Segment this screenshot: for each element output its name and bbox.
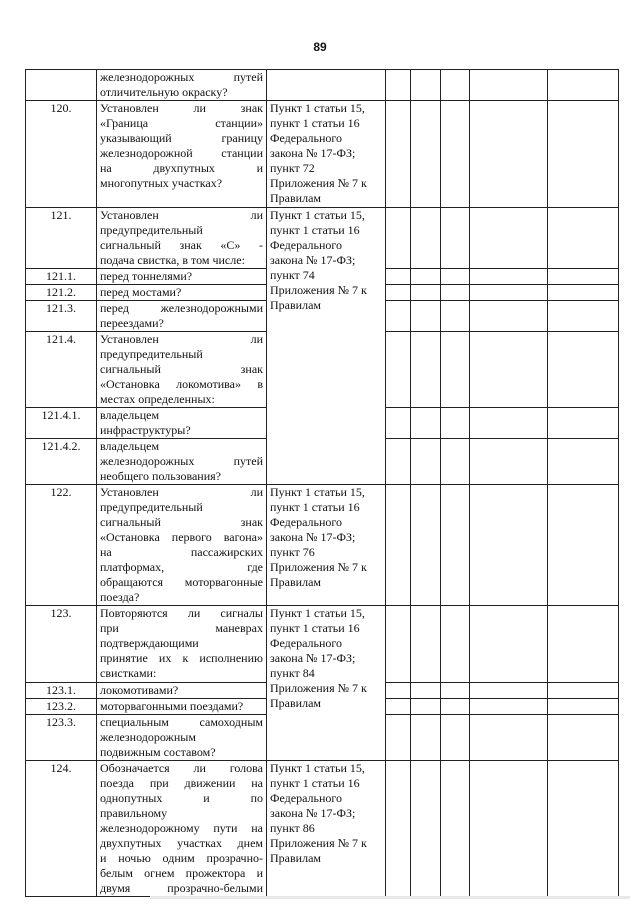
item-question: владельцем железнодорожных путей необщего пользования?: [97, 439, 267, 485]
answer-yes-cell[interactable]: [386, 285, 411, 301]
answer-yes-cell[interactable]: [386, 715, 411, 761]
comment-cell[interactable]: [470, 439, 548, 485]
item-number: 120.: [26, 101, 97, 208]
comment-cell[interactable]: [470, 761, 548, 897]
comment-cell[interactable]: [470, 715, 548, 761]
answer-na-cell[interactable]: [441, 485, 470, 606]
note-cell[interactable]: [548, 606, 619, 683]
item-question: перед железнодорожными переездами?: [97, 301, 267, 332]
answer-no-cell[interactable]: [411, 761, 441, 897]
item-question: Установлен ли предупредительный сигнальный знак «Остановка локомотива» в местах определенных:: [97, 332, 267, 408]
answer-yes-cell[interactable]: [386, 439, 411, 485]
answer-no-cell[interactable]: [411, 439, 441, 485]
answer-no-cell[interactable]: [411, 285, 441, 301]
item-question: локомотивами?: [97, 683, 267, 699]
answer-yes-cell[interactable]: [386, 208, 411, 269]
table-row: [26, 761, 619, 897]
item-reference: Пункт 1 статьи 15, пункт 1 статьи 16 Федерального закона № 17-ФЗ; пункт 72 Приложения № 7 к Правилам: [267, 101, 386, 208]
answer-na-cell[interactable]: [441, 761, 470, 897]
item-reference: Пункт 1 статьи 15, пункт 1 статьи 16 Федерального закона № 17-ФЗ; пункт 86 Приложения № 7 к Правилам: [267, 761, 386, 897]
scan-edge: [150, 896, 630, 899]
answer-yes-cell[interactable]: [386, 101, 411, 208]
item-question: перед мостами?: [97, 285, 267, 301]
item-number: 121.3.: [26, 301, 97, 332]
answer-no-cell[interactable]: [411, 70, 441, 101]
answer-yes-cell[interactable]: [386, 70, 411, 101]
item-number: 122.: [26, 485, 97, 606]
item-number: 123.1.: [26, 683, 97, 699]
item-question: перед тоннелями?: [97, 269, 267, 285]
answer-no-cell[interactable]: [411, 485, 441, 606]
note-cell[interactable]: [548, 269, 619, 285]
answer-yes-cell[interactable]: [386, 408, 411, 439]
note-cell[interactable]: [548, 332, 619, 408]
answer-na-cell[interactable]: [441, 269, 470, 285]
item-reference: Пункт 1 статьи 15, пункт 1 статьи 16 Федерального закона № 17-ФЗ; пункт 84 Приложения № 7 к Правилам: [267, 606, 386, 761]
page-number: 89: [313, 40, 327, 54]
item-question: Установлен ли предупредительный сигнальный знак «Остановка первого вагона» на пассажирских платформах, где обращаются моторвагонные поезда?: [97, 485, 267, 606]
answer-no-cell[interactable]: [411, 683, 441, 699]
item-question: железнодорожных путей отличительную окраску?: [97, 70, 267, 101]
answer-no-cell[interactable]: [411, 715, 441, 761]
comment-cell[interactable]: [470, 101, 548, 208]
comment-cell[interactable]: [470, 301, 548, 332]
item-question: Повторяются ли сигналы при маневрах подтверждающими принятие их к исполнению свистками:: [97, 606, 267, 683]
answer-no-cell[interactable]: [411, 699, 441, 715]
item-question: специальным самоходным железнодорожным подвижным составом?: [97, 715, 267, 761]
checklist-table: [25, 69, 619, 897]
answer-na-cell[interactable]: [441, 408, 470, 439]
item-question: Обозначается ли голова поезда при движении на однопутных и по правильному железнодорожному пути на двухпутных участках днем и ночью одним прозрачно- белым огнем прожектора и двумя прозрачно-белыми: [97, 761, 267, 897]
comment-cell[interactable]: [470, 485, 548, 606]
note-cell[interactable]: [548, 761, 619, 897]
note-cell[interactable]: [548, 408, 619, 439]
item-reference: Пункт 1 статьи 15, пункт 1 статьи 16 Федерального закона № 17-ФЗ; пункт 74 Приложения № 7 к Правилам: [267, 208, 386, 485]
note-cell[interactable]: [548, 439, 619, 485]
item-number: 121.2.: [26, 285, 97, 301]
comment-cell[interactable]: [470, 208, 548, 269]
item-question: Установлен ли предупредительный сигнальный знак «С» - подача свистка, в том числе:: [97, 208, 267, 269]
answer-no-cell[interactable]: [411, 269, 441, 285]
answer-na-cell[interactable]: [441, 683, 470, 699]
item-number: 123.: [26, 606, 97, 683]
item-number: 121.4.1.: [26, 408, 97, 439]
note-cell[interactable]: [548, 699, 619, 715]
answer-na-cell[interactable]: [441, 301, 470, 332]
item-reference: Пункт 1 статьи 15, пункт 1 статьи 16 Федерального закона № 17-ФЗ; пункт 76 Приложения № 7 к Правилам: [267, 485, 386, 606]
item-number: 123.2.: [26, 699, 97, 715]
item-number: 121.1.: [26, 269, 97, 285]
item-reference: [267, 70, 386, 101]
answer-yes-cell[interactable]: [386, 683, 411, 699]
table-row: [26, 606, 619, 683]
note-cell[interactable]: [548, 715, 619, 761]
answer-na-cell[interactable]: [441, 332, 470, 408]
comment-cell[interactable]: [470, 285, 548, 301]
answer-na-cell[interactable]: [441, 285, 470, 301]
answer-na-cell[interactable]: [441, 70, 470, 101]
comment-cell[interactable]: [470, 408, 548, 439]
answer-yes-cell[interactable]: [386, 269, 411, 285]
item-number: 121.: [26, 208, 97, 269]
answer-na-cell[interactable]: [441, 715, 470, 761]
note-cell[interactable]: [548, 301, 619, 332]
answer-no-cell[interactable]: [411, 208, 441, 269]
item-number: [26, 70, 97, 101]
item-number: 121.4.: [26, 332, 97, 408]
note-cell[interactable]: [548, 70, 619, 101]
comment-cell[interactable]: [470, 269, 548, 285]
answer-no-cell[interactable]: [411, 408, 441, 439]
answer-yes-cell[interactable]: [386, 301, 411, 332]
comment-cell[interactable]: [470, 332, 548, 408]
answer-no-cell[interactable]: [411, 332, 441, 408]
item-number: 124.: [26, 761, 97, 897]
note-cell[interactable]: [548, 101, 619, 208]
answer-yes-cell[interactable]: [386, 761, 411, 897]
table-row: [26, 485, 619, 606]
note-cell[interactable]: [548, 485, 619, 606]
note-cell[interactable]: [548, 285, 619, 301]
table-row: [26, 70, 619, 101]
answer-yes-cell[interactable]: [386, 699, 411, 715]
comment-cell[interactable]: [470, 683, 548, 699]
answer-na-cell[interactable]: [441, 439, 470, 485]
comment-cell[interactable]: [470, 699, 548, 715]
answer-yes-cell[interactable]: [386, 485, 411, 606]
item-number: 121.4.2.: [26, 439, 97, 485]
table-row: [26, 101, 619, 208]
item-number: 123.3.: [26, 715, 97, 761]
answer-na-cell[interactable]: [441, 101, 470, 208]
item-question: владельцем инфраструктуры?: [97, 408, 267, 439]
item-question: Установлен ли знак «Граница станции» указывающий границу железнодорожной станции на двухпутных и многопутных участках?: [97, 101, 267, 208]
note-cell[interactable]: [548, 683, 619, 699]
answer-no-cell[interactable]: [411, 606, 441, 683]
answer-no-cell[interactable]: [411, 301, 441, 332]
comment-cell[interactable]: [470, 606, 548, 683]
comment-cell[interactable]: [470, 70, 548, 101]
answer-yes-cell[interactable]: [386, 332, 411, 408]
answer-na-cell[interactable]: [441, 606, 470, 683]
table-row: [26, 208, 619, 269]
answer-no-cell[interactable]: [411, 101, 441, 208]
item-question: моторвагонными поездами?: [97, 699, 267, 715]
answer-na-cell[interactable]: [441, 208, 470, 269]
note-cell[interactable]: [548, 208, 619, 269]
answer-yes-cell[interactable]: [386, 606, 411, 683]
answer-na-cell[interactable]: [441, 699, 470, 715]
